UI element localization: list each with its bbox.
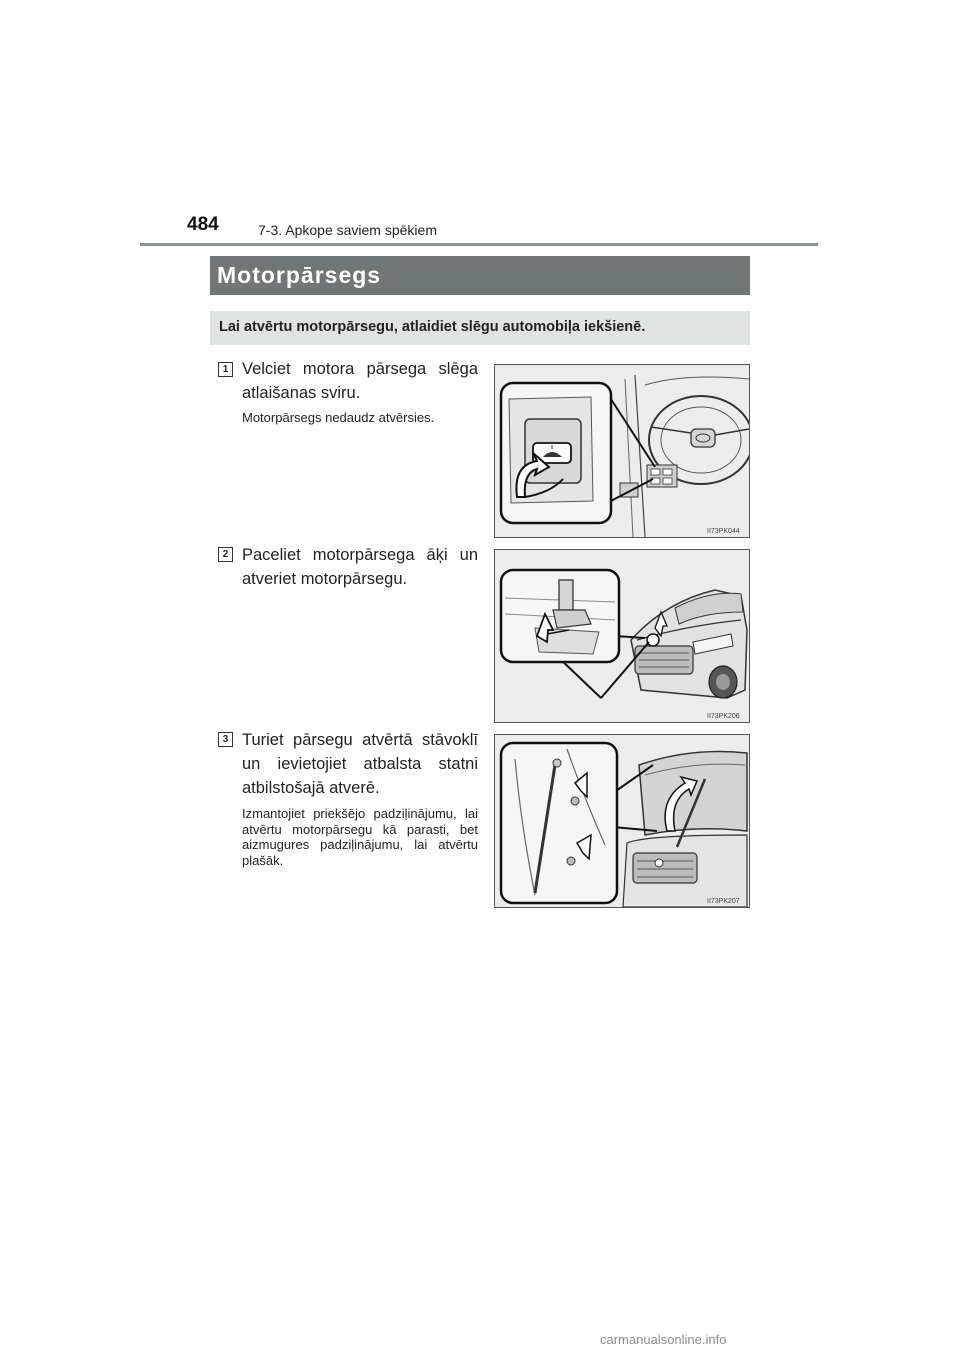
section-label: 7-3. Apkope saviem spēkiem: [258, 222, 437, 238]
step-number-3: 3: [218, 732, 233, 747]
figure-hood-support-rod: [494, 734, 750, 908]
step-note-1: Motorpārsegs nedaudz atvērsies.: [242, 410, 435, 425]
step-text-1: Velciet motora pārsega slēga atlaišanas sviru.: [242, 360, 478, 402]
figure-hood-release-lever: [494, 364, 750, 538]
step-text-2: Paceliet motorpārsega āķi un atveriet motorpārsegu.: [242, 546, 478, 588]
figure-code-3: II73PK207: [707, 898, 740, 905]
figure-code-1: II73PK044: [707, 528, 740, 535]
section-subtitle: Lai atvērtu motorpārsegu, atlaidiet slēgu automobiļa iekšienē.: [210, 311, 750, 345]
figure-hood-hook: [494, 549, 750, 723]
step-text-3: Turiet pārsegu atvērtā stāvoklī un ievietojiet atbalsta statni atbilstošajā atverē.: [242, 731, 478, 797]
watermark: carmanualsonline.info: [600, 1332, 727, 1347]
step-number-1: 1: [218, 362, 233, 377]
page-title: Motorpārsegs: [210, 256, 750, 295]
step-number-2: 2: [218, 547, 233, 562]
step-note-3: Izmantojiet priekšējo padziļinājumu, lai atvērtu motorpārsegu kā parasti, bet aizmugures padziļinājumu, lai atvērtu plašāk.: [242, 806, 478, 868]
header-divider: [140, 243, 818, 246]
figure-code-2: II73PK206: [707, 713, 740, 720]
page-number: 484: [187, 214, 219, 235]
